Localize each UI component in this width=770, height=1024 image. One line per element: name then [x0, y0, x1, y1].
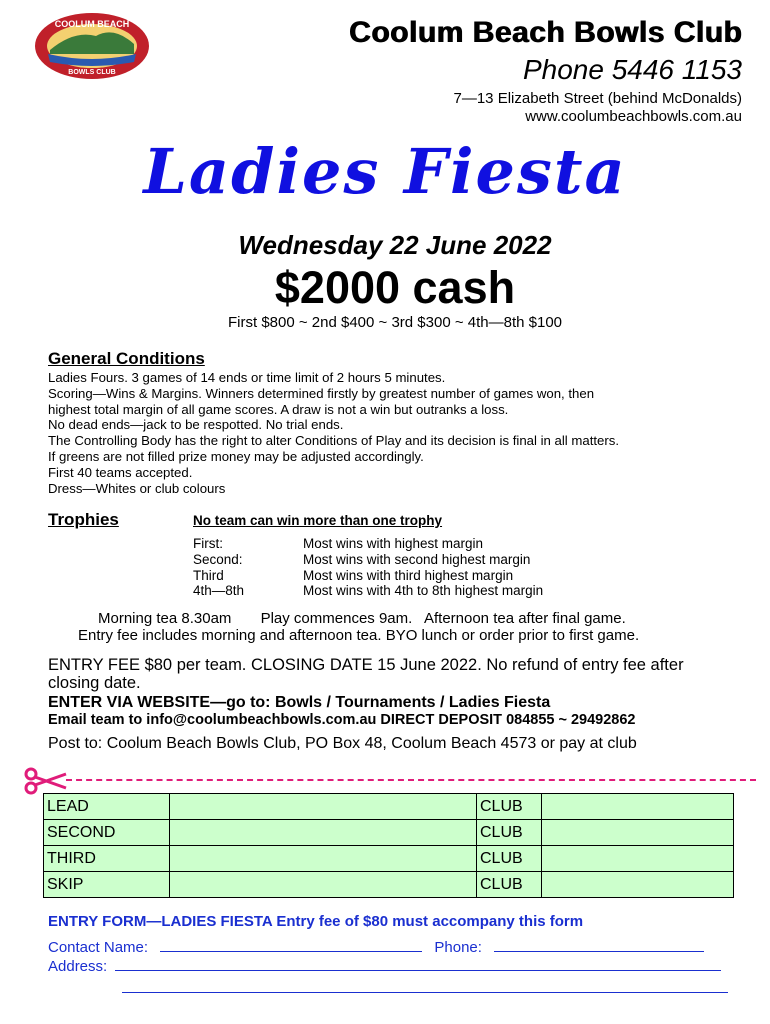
logo-top-text: COOLUM BEACH — [54, 19, 130, 29]
trophy-row — [193, 536, 543, 552]
postal-address: Post to: Coolum Beach Bowls Club, PO Box 48, Coolum Beach 4573 or pay at club — [48, 735, 637, 752]
player-name-field[interactable] — [170, 872, 477, 898]
table-row — [44, 820, 734, 846]
club-label: CLUB — [477, 872, 542, 898]
club-field[interactable] — [542, 872, 734, 898]
trophy-desc: Most wins with highest margin — [303, 536, 484, 551]
contact-name-label: Contact Name: — [48, 939, 149, 956]
trophies-heading: Trophies — [48, 510, 119, 529]
trophy-desc: Most wins with second highest margin — [303, 551, 531, 567]
entry-fee-text: ENTRY FEE $80 per team. CLOSING DATE 15 June 2022. No refund of entry fee after closing date. — [48, 656, 684, 692]
club-phone: Phone 5446 1153 — [522, 54, 742, 85]
entry-email-text: Email team to info@coolumbeachbowls.com.au DIRECT DEPOSIT 084855 ~ 29492862 — [48, 712, 636, 728]
address-label: Address: — [48, 958, 108, 975]
conditions-heading: General Conditions — [48, 349, 205, 368]
contact-name-field[interactable] — [160, 937, 422, 952]
trophy-place: 4th—8th — [193, 583, 245, 599]
club-field[interactable] — [542, 794, 734, 820]
street-address: 7—13 Elizabeth Street (behind McDonalds) — [453, 90, 742, 107]
position-label: LEAD — [44, 794, 170, 820]
schedule-line-2: Entry fee includes morning and afternoon tea. BYO lunch or order prior to first game. — [78, 627, 640, 644]
position-label: THIRD — [44, 846, 170, 872]
condition-line: Scoring—Wins & Margins. Winners determined firstly by greatest number of games won, then — [48, 385, 595, 401]
condition-line: The Controlling Body has the right to alter Conditions of Play and its decision is final in all matters. — [48, 433, 620, 449]
scissors-icon — [24, 766, 68, 796]
club-label: CLUB — [477, 846, 542, 872]
condition-line: Ladies Fours. 3 games of 14 ends or time limit of 2 hours 5 minutes. — [48, 370, 446, 385]
trophies-note: No team can win more than one trophy — [193, 513, 443, 528]
condition-line: No dead ends—jack to be respotted. No trial ends. — [48, 417, 344, 433]
condition-line: First 40 teams accepted. — [48, 464, 193, 480]
event-title: Ladies Fiesta — [143, 135, 627, 208]
condition-line: Dress—Whites or club colours — [48, 480, 226, 496]
table-row — [44, 846, 734, 872]
cut-line — [66, 779, 756, 781]
prize-total: $2000 cash — [274, 262, 516, 313]
trophy-row — [193, 552, 543, 568]
website-link[interactable]: www.coolumbeachbowls.com.au — [525, 108, 742, 125]
trophy-row — [193, 583, 543, 599]
team-entry-table — [43, 793, 734, 898]
club-logo — [34, 12, 150, 80]
table-row — [44, 794, 734, 820]
trophy-place: Third — [193, 567, 224, 583]
schedule-line-1: Morning tea 8.30am Play commences 9am. Afternoon tea after final game. — [98, 610, 626, 627]
address-row — [48, 956, 721, 975]
club-label: CLUB — [477, 794, 542, 820]
event-date: Wednesday 22 June 2022 — [238, 230, 552, 260]
trophy-desc: Most wins with 4th to 8th highest margin — [303, 583, 544, 599]
club-field[interactable] — [542, 820, 734, 846]
condition-line: If greens are not filled prize money may be adjusted accordingly. — [48, 448, 424, 464]
position-label: SKIP — [44, 872, 170, 898]
player-name-field[interactable] — [170, 820, 477, 846]
club-field[interactable] — [542, 846, 734, 872]
table-row — [44, 872, 734, 898]
trophies-list — [193, 536, 543, 599]
club-label: CLUB — [477, 820, 542, 846]
condition-line: highest total margin of all game scores. A draw is not a win but outranks a loss. — [48, 401, 509, 417]
contact-row — [48, 937, 704, 956]
address-field[interactable] — [115, 956, 721, 971]
position-label: SECOND — [44, 820, 170, 846]
player-name-field[interactable] — [170, 794, 477, 820]
trophy-place: First: — [193, 536, 223, 551]
club-address — [454, 90, 743, 126]
entry-form-heading: ENTRY FORM—LADIES FIESTA Entry fee of $80 must accompany this form — [48, 913, 584, 930]
logo-bottom-text: BOWLS CLUB — [68, 69, 116, 76]
club-name: Coolum Beach Bowls Club — [348, 16, 742, 49]
phone-label: Phone: — [434, 939, 482, 956]
trophy-row — [193, 568, 543, 584]
player-name-field[interactable] — [170, 846, 477, 872]
address-field-line-2[interactable] — [122, 992, 728, 993]
trophy-place: Second: — [193, 551, 243, 567]
conditions-list — [48, 370, 619, 496]
phone-field[interactable] — [494, 937, 704, 952]
entry-website-text: ENTER VIA WEBSITE—go to: Bowls / Tournaments / Ladies Fiesta — [48, 694, 551, 711]
trophy-desc: Most wins with third highest margin — [303, 567, 514, 583]
prize-breakdown: First $800 ~ 2nd $400 ~ 3rd $300 ~ 4th—8th $100 — [228, 314, 562, 331]
